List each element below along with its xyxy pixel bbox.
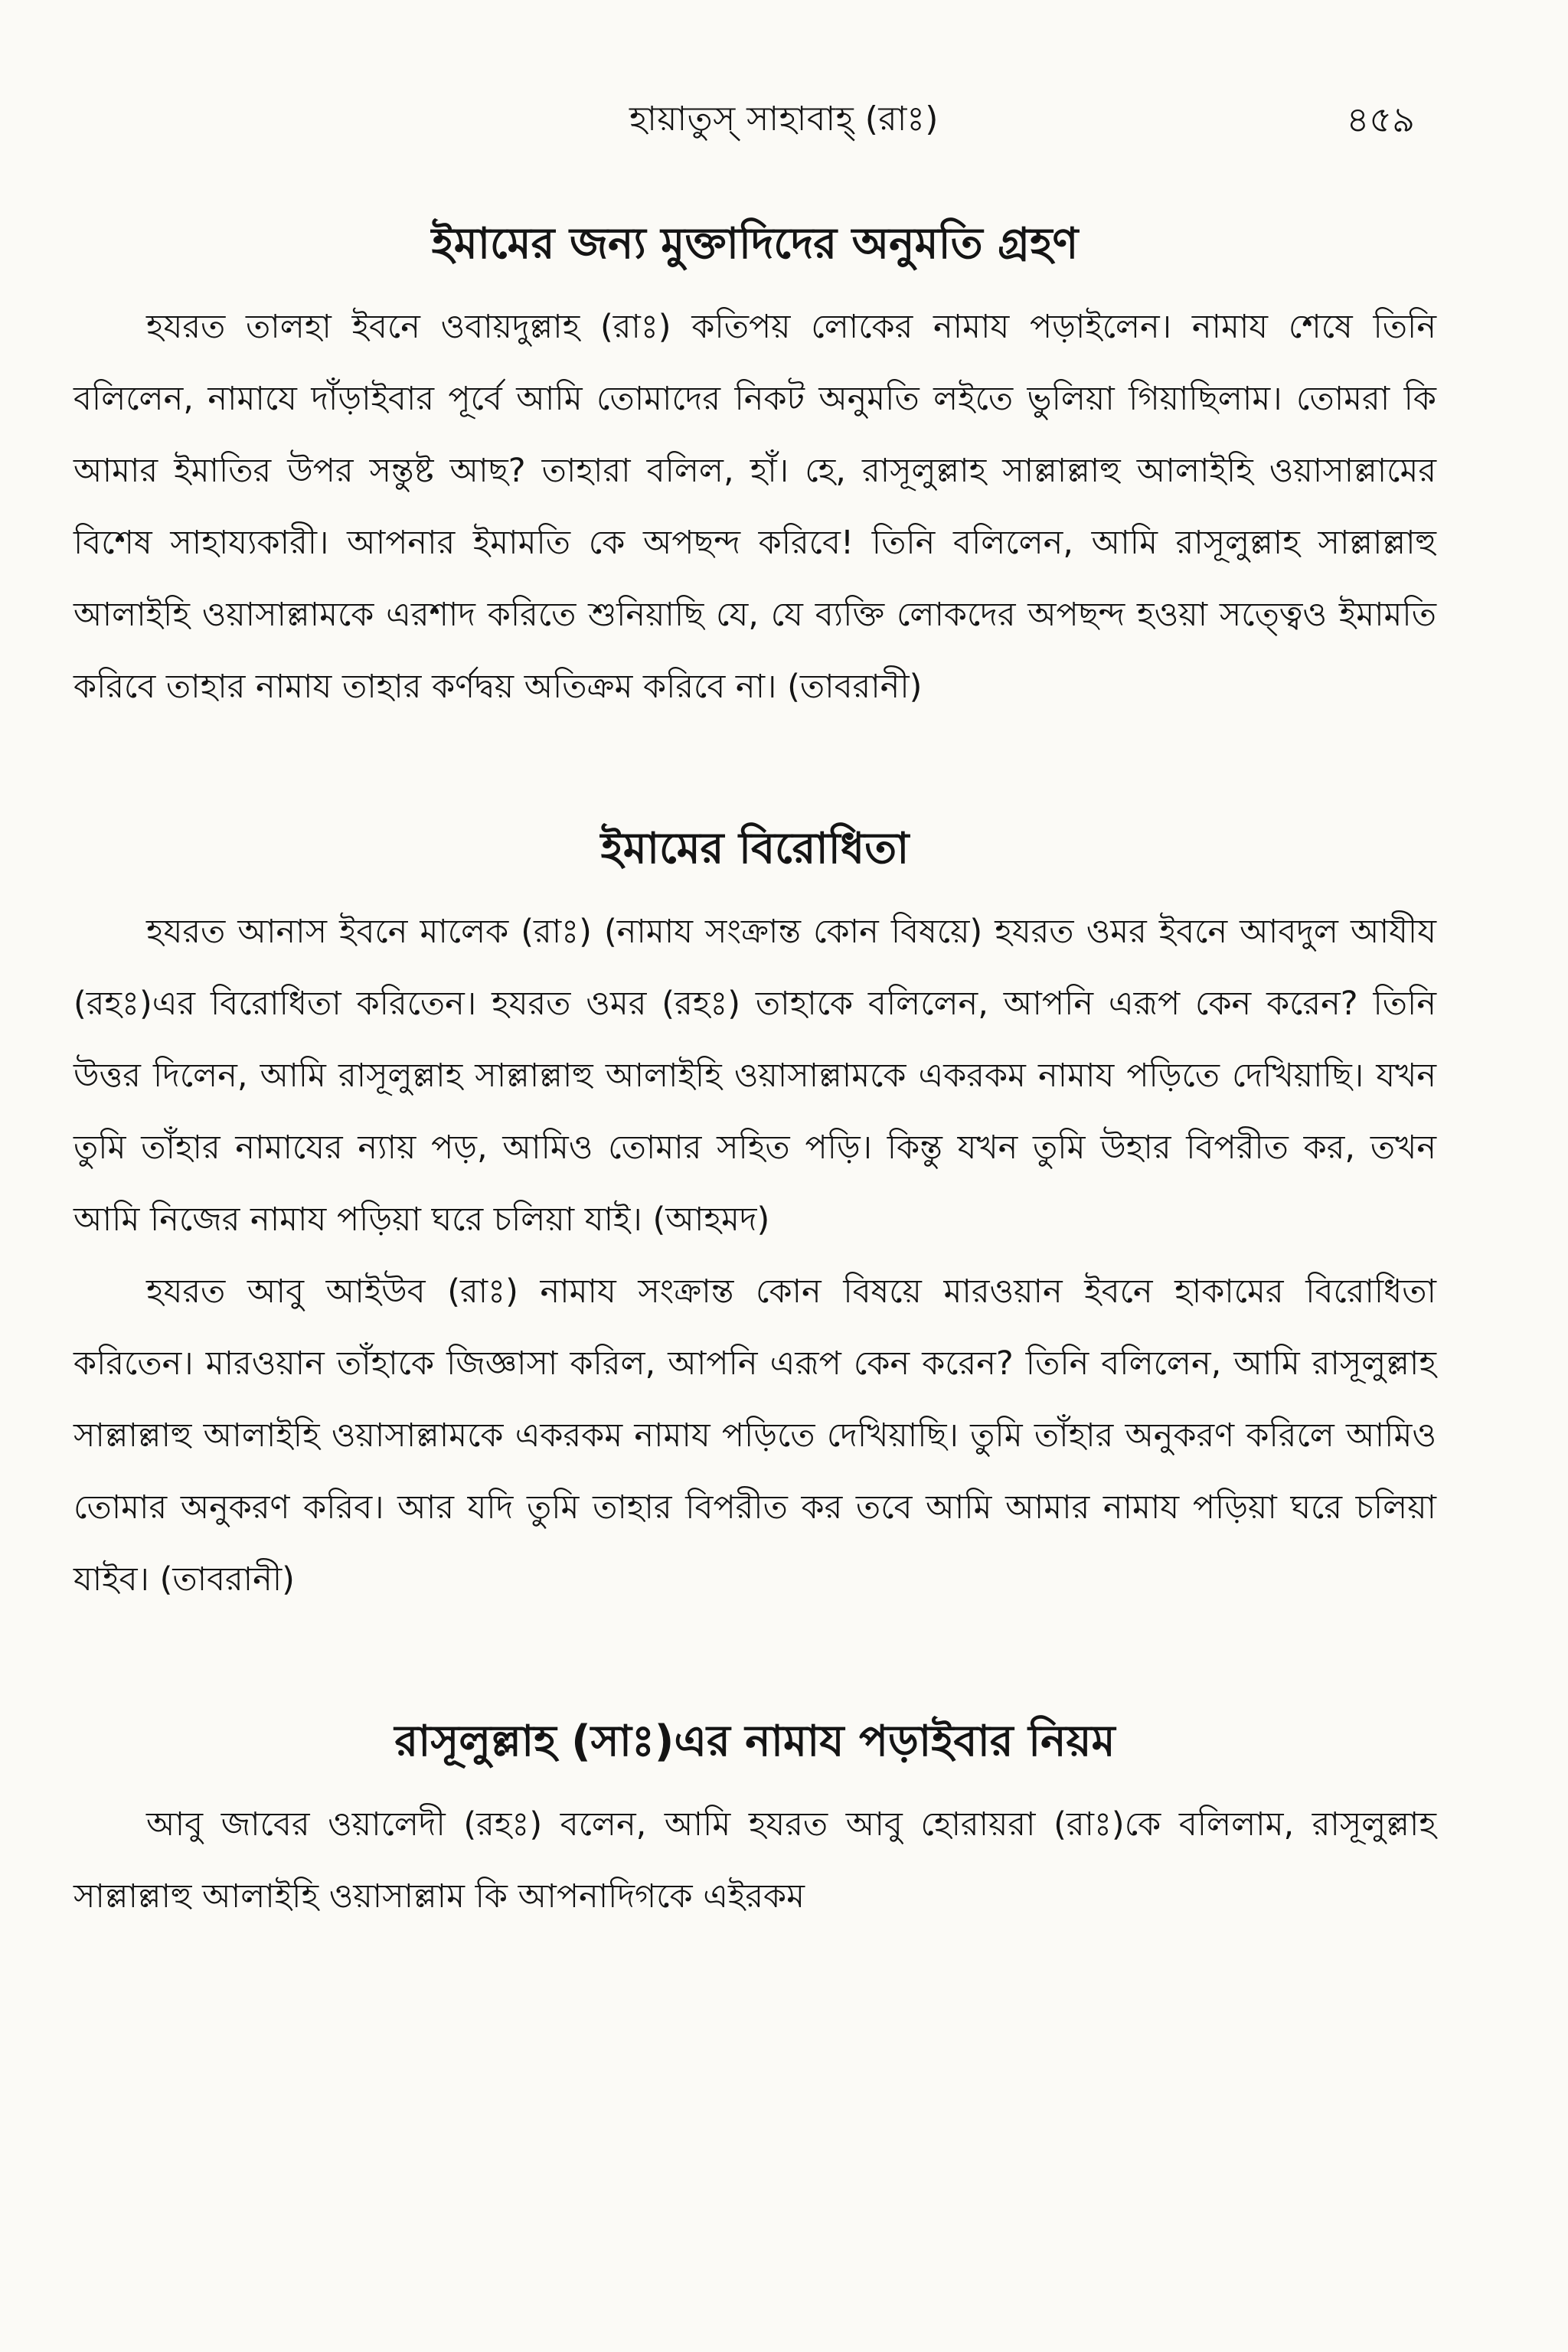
section-heading: ইমামের বিরোধিতা <box>600 824 910 874</box>
section-prophet-prayer-method <box>74 1706 1436 1932</box>
paragraph: আবু জাবের ওয়ালেদী (রহঃ) বলেন, আমি হযরত আবু হোরায়রা (রাঃ)কে বলিলাম, রাসূলুল্লাহ সাল্লাল্লাহু আলাইহি ওয়াসাল্লাম কি আপনাদিগকে এইরকম <box>74 1805 1436 1916</box>
running-title: হায়াতুস্‌ সাহাবাহ্‌ (রাঃ) <box>629 100 939 139</box>
section-imam-opposition <box>74 813 1436 1615</box>
paragraph: হযরত আবু আইউব (রাঃ) নামায সংক্রান্ত কোন বিষয়ে মারওয়ান ইবনে হাকামের বিরোধিতা করিতেন। মারওয়ান তাঁহাকে জিজ্ঞাসা করিল, আপনি এরূপ কেন করেন? তিনি বলিলেন, আমি রাসূলুল্লাহ সাল্লাল্লাহু আলাইহি ওয়াসাল্লামকে একরকম নামায পড়িতে দেখিয়াছি। তুমি তাঁহার অনুকরণ করিলে আমিও তোমার অনুকরণ করিব। আর যদি তুমি তাহার বিপরীত কর তবে আমি আমার নামায পড়িয়া ঘরে চলিয়া যাইব। (তাবরানী) <box>74 1272 1436 1599</box>
paragraph: হযরত আনাস ইবনে মালেক (রাঃ) (নামায সংক্রান্ত কোন বিষয়ে) হযরত ওমর ইবনে আবদুল আযীয (রহঃ)এর বিরোধিতা করিতেন। হযরত ওমর (রহঃ) তাহাকে বলিলেন, আপনি এরূপ কেন করেন? তিনি উত্তর দিলেন, আমি রাসূলুল্লাহ সাল্লাল্লাহু আলাইহি ওয়াসাল্লামকে একরকম নামায পড়িতে দেখিয়াছি। যখন তুমি তাঁহার নামাযের ন্যায় পড়, আমিও তোমার সহিত পড়ি। কিন্তু যখন তুমি উহার বিপরীত কর, তখন আমি নিজের নামায পড়িয়া ঘরে চলিয়া যাই। (আহমদ) <box>74 913 1436 1239</box>
page-number: ৪৫৯ <box>1346 99 1415 140</box>
section-heading: রাসূলুল্লাহ (সাঃ)এর নামায পড়াইবার নিয়ম <box>394 1717 1116 1766</box>
section-imam-permission <box>74 208 1436 723</box>
page-body <box>74 208 1436 1932</box>
section-heading: ইমামের জন্য মুক্তাদিদের অনুমতি গ্রহণ <box>431 219 1079 269</box>
paragraph: হযরত তালহা ইবনে ওবায়দুল্লাহ (রাঃ) কতিপয় লোকের নামায পড়াইলেন। নামায শেষে তিনি বলিলেন, নামাযে দাঁড়াইবার পূর্বে আমি তোমাদের নিকট অনুমতি লইতে ভুলিয়া গিয়াছিলাম। তোমরা কি আমার ইমাতির উপর সন্তুষ্ট আছ? তাহারা বলিল, হাঁ। হে, রাসূলুল্লাহ সাল্লাল্লাহু আলাইহি ওয়াসাল্লামের বিশেষ সাহায্যকারী। আপনার ইমামতি কে অপছন্দ করিবে! তিনি বলিলেন, আমি রাসূলুল্লাহ সাল্লাল্লাহু আলাইহি ওয়াসাল্লামকে এরশাদ করিতে শুনিয়াছি যে, যে ব্যক্তি লোকদের অপছন্দ হওয়া সত্ত্বেও ইমামতি করিবে তাহার নামায তাহার কর্ণদ্বয় অতিক্রম করিবে না। (তাবরানী) <box>74 308 1436 706</box>
running-header <box>0 83 1568 144</box>
